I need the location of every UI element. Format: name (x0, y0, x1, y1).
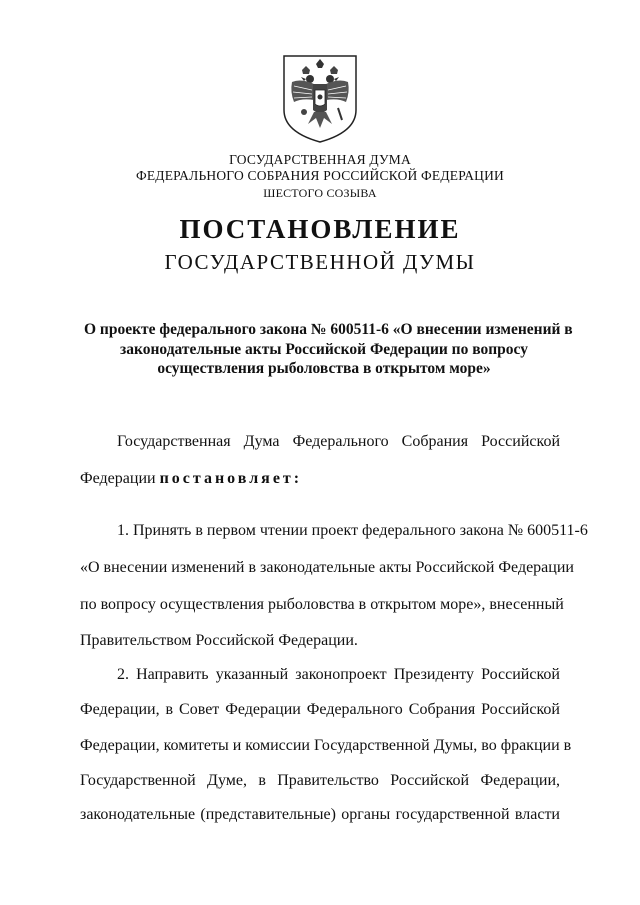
subject-line: осуществления рыболовства в открытом море» (157, 360, 491, 377)
resolves-keyword: постановляет: (159, 470, 303, 487)
preamble-text: Федерации (80, 470, 160, 487)
item2-line: Федерации, в Совет Федерации Федерального Собрания Российской (80, 701, 560, 718)
document-title: ПОСТАНОВЛЕНИЕ (179, 214, 461, 244)
preamble-line (80, 469, 560, 489)
preamble-line: Государственная Дума Федерального Собрания Российской (117, 433, 560, 450)
item1-line: «О внесении изменений в законодательные акты Российской Федерации (80, 559, 574, 576)
document-subject (84, 320, 573, 379)
header-convocation: ШЕСТОГО СОЗЫВА (263, 186, 377, 200)
item1-line: Правительством Российской Федерации. (80, 632, 358, 649)
header-duma: ГОСУДАРСТВЕННАЯ ДУМА (229, 152, 411, 167)
item2-line: Государственной Думе, в Правительство Российской Федерации, (80, 772, 560, 789)
subject-line: законодательные акты Российской Федерации по вопросу (120, 340, 528, 358)
item2-line: 2. Направить указанный законопроект Президенту Российской (117, 666, 560, 683)
subject-line: О проекте федерального закона № 600511-6 «О внесении изменений в (84, 321, 573, 338)
document-subtitle: ГОСУДАРСТВЕННОЙ ДУМЫ (164, 250, 476, 274)
item1-line: по вопросу осуществления рыболовства в открытом море», внесенный (80, 596, 564, 613)
russian-coat-of-arms-icon (280, 52, 360, 144)
item2-line: Федерации, комитеты и комиссии Государственной Думы, во фракции в (80, 737, 572, 754)
header-federal-assembly: ФЕДЕРАЛЬНОГО СОБРАНИЯ РОССИЙСКОЙ ФЕДЕРАЦИИ (136, 168, 504, 183)
item2-line: законодательные (представительные) органы государственной власти (80, 806, 560, 823)
item1-line: 1. Принять в первом чтении проект федерального закона № 600511-6 (117, 522, 588, 539)
